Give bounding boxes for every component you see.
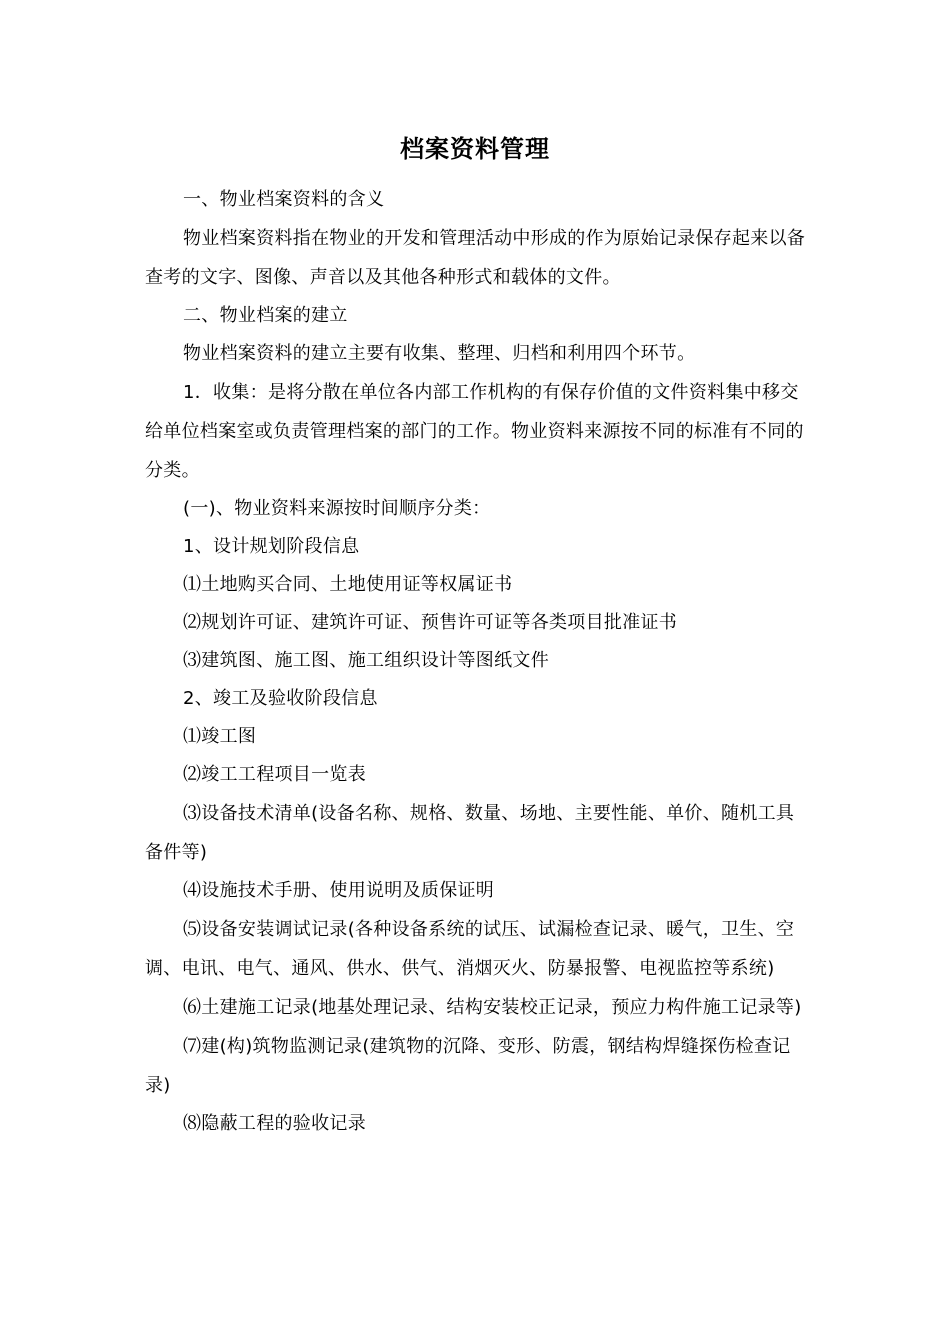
paragraph: 物业档案资料的建立主要有收集、整理、归档和利用四个环节。 [183,343,696,364]
page-title: 档案资料管理 [400,135,550,163]
list-item: ⑶建筑图、施工图、施工组织设计等图纸文件 [183,650,549,671]
list-item: ⑺建(构)筑物监测记录(建筑物的沉降、变形、防震，钢结构焊缝探伤检查记录) [145,1036,791,1096]
list-heading: 1、设计规划阶段信息 [183,536,360,557]
subsection-heading: (一)、物业资料来源按时间顺序分类： [183,498,491,519]
list-item: ⑻隐蔽工程的验收记录 [183,1113,366,1134]
list-item: ⑶设备技术清单(设备名称、规格、数量、场地、主要性能、单价、随机工具备件等) [145,803,795,863]
list-item: ⑷设施技术手册、使用说明及质保证明 [183,880,495,901]
paragraph: 物业档案资料指在物业的开发和管理活动中形成的作为原始记录保存起来以备查考的文字、图像、声音以及其他各种形式和载体的文件。 [145,228,806,288]
paragraph: 1．收集：是将分散在单位各内部工作机构的有保存价值的文件资料集中移交给单位档案室或负责管理档案的部门的工作。物业资料来源按不同的标准有不同的分类。 [145,382,804,481]
section-heading: 一、物业档案资料的含义 [183,189,385,210]
list-item: ⑵规划许可证、建筑许可证、预售许可证等各类项目批准证书 [183,612,678,633]
list-item: ⑴土地购买合同、土地使用证等权属证书 [183,574,513,595]
list-item: ⑹土建施工记录(地基处理记录、结构安装校正记录，预应力构件施工记录等) [183,997,802,1018]
list-item: ⑵竣工工程项目一览表 [183,764,366,785]
list-item: ⑸设备安装调试记录(各种设备系统的试压、试漏检查记录、暖气，卫生、空调、电讯、电气、通风、供水、供气、消烟灭火、防暴报警、电视监控等系统) [145,919,795,979]
section-heading: 二、物业档案的建立 [183,305,348,326]
list-item: ⑴竣工图 [183,726,257,747]
list-heading: 2、竣工及验收阶段信息 [183,688,378,709]
document-body [145,181,810,1143]
